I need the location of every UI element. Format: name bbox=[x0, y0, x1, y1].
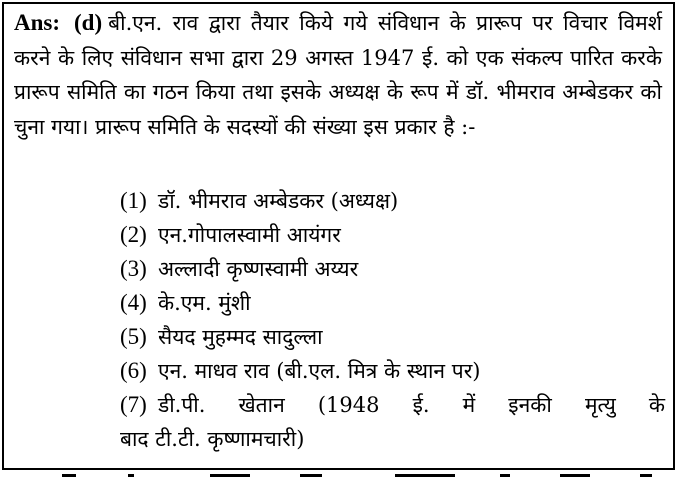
list-item-number: (2) bbox=[120, 222, 147, 247]
list-item-text bbox=[120, 388, 665, 456]
list-item-number: (1) bbox=[120, 188, 147, 213]
list-item-text-line1: डी.पी. खेतान (1948 ई. में इनकी मृत्यु के bbox=[158, 393, 665, 417]
list-item-text: एन. माधव राव (बी.एल. मित्र के स्थान पर) bbox=[158, 359, 481, 383]
answer-label: Ans: bbox=[14, 10, 61, 35]
list-item bbox=[0, 388, 665, 456]
list-item bbox=[120, 320, 665, 354]
list-item bbox=[120, 286, 665, 320]
list-item-number: (4) bbox=[120, 290, 147, 315]
list-item-text-line2: बाद टी.टी. कृष्णामचारी) bbox=[120, 427, 305, 451]
answer-paragraph bbox=[14, 6, 662, 144]
answer-option: (d) bbox=[74, 10, 103, 35]
list-item-number: (7) bbox=[120, 392, 147, 417]
list-item-number: (5) bbox=[120, 324, 147, 349]
list-item bbox=[120, 354, 665, 388]
list-item-number: (6) bbox=[120, 358, 147, 383]
answer-text: बी.एन. राव द्वारा तैयार किये गये संविधान के प्रारूप पर विचार विमर्श करने के लिए संविधान सभा द्वारा 29 अगस्त 1947 ई. को एक संकल्प पारित करके प्रारूप समिति का गठन किया तथा इसके अध्यक्ष के रूप में डॉ. भीमराव अम्बेडकर को चुना गया। प्रारूप समिति के सदस्यों की संख्या इस प्रकार है :- bbox=[14, 11, 662, 139]
cut-off-next-line bbox=[0, 472, 681, 479]
list-item-number: (3) bbox=[120, 256, 147, 281]
committee-members-list bbox=[120, 184, 665, 456]
list-item bbox=[120, 218, 665, 252]
list-item-text: एन.गोपालस्वामी आयंगर bbox=[158, 223, 341, 247]
list-item bbox=[120, 252, 665, 286]
list-item-text: अल्लादी कृष्णस्वामी अय्यर bbox=[158, 257, 359, 281]
list-item bbox=[120, 184, 665, 218]
list-item-text: सैयद मुहम्मद सादुल्ला bbox=[158, 325, 323, 349]
list-item-text: के.एम. मुंशी bbox=[158, 291, 251, 315]
list-item-text: डॉ. भीमराव अम्बेडकर (अध्यक्ष) bbox=[158, 189, 399, 213]
